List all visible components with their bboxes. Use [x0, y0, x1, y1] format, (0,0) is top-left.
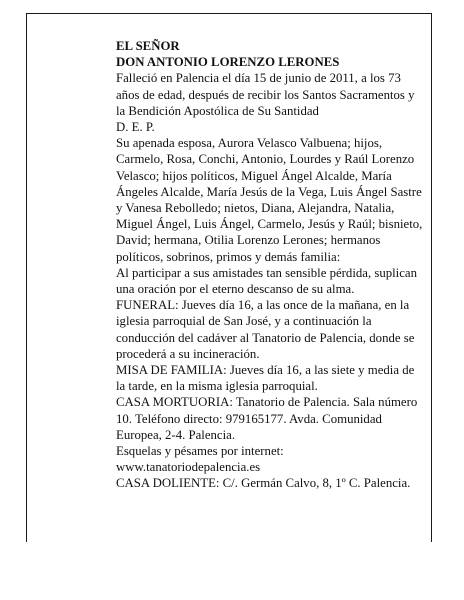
funeral-details: FUNERAL: Jueves día 16, a las once de la mañana, en la iglesia parroquial de San José, y a continuación la conducción del cadáver al Tanatorio de Palencia, donde se procederá a su incineración.	[116, 298, 415, 361]
notice-heading-title: EL SEÑOR	[116, 39, 180, 53]
family-mass-details: MISA DE FAMILIA: Jueves día 16, a las siete y media de la tarde, en la misma iglesia parroquial.	[116, 363, 415, 394]
prayer-request: Al participar a sus amistades tan sensible pérdida, suplican una oración por el eterno descanso de su alma.	[116, 265, 417, 297]
internet-condolences-label: Esquelas y pésames por internet:	[116, 444, 284, 459]
obituary-notice	[116, 38, 424, 492]
deceased-name: DON ANTONIO LORENZO LERONES	[116, 55, 340, 70]
death-announcement: Falleció en Palencia el día 15 de junio de 2011, a los 73 años de edad, después de recibir los Santos Sacramentos y la Bendición Apostólica de Su Santidad	[116, 71, 415, 118]
funeral-home-website[interactable]: www.tanatoriodepalencia.es	[116, 460, 261, 475]
funeral-home-details: CASA MORTUORIA: Tanatorio de Palencia. Sala número 10. Teléfono directo: 979165177. Avda. Comunidad Europea, 2-4. Palencia.	[116, 395, 418, 442]
family-list: Su apenada esposa, Aurora Velasco Valbuena; hijos, Carmelo, Rosa, Conchi, Antonio, Lourdes y Raúl Lorenzo Velasco; hijos políticos, Miguel Ángel Alcalde, María Ángeles Alcalde, María Jesús de la Vega, Luis Ángel Sastre y Vanesa Rebolledo; nietos, Diana, Alejandra, Natalia, Miguel Ángel, Luis Ángel, Carmelo, Jesús y Raúl; bisnieto, David; hermana, Otilia Lorenzo Lerones; hermanos políticos, sobrinos, primos y demás familia:	[116, 136, 423, 264]
family-residence: CASA DOLIENTE: C/. Germán Calvo, 8, 1º C. Palencia.	[116, 476, 411, 491]
rest-in-peace: D. E. P.	[116, 120, 155, 135]
